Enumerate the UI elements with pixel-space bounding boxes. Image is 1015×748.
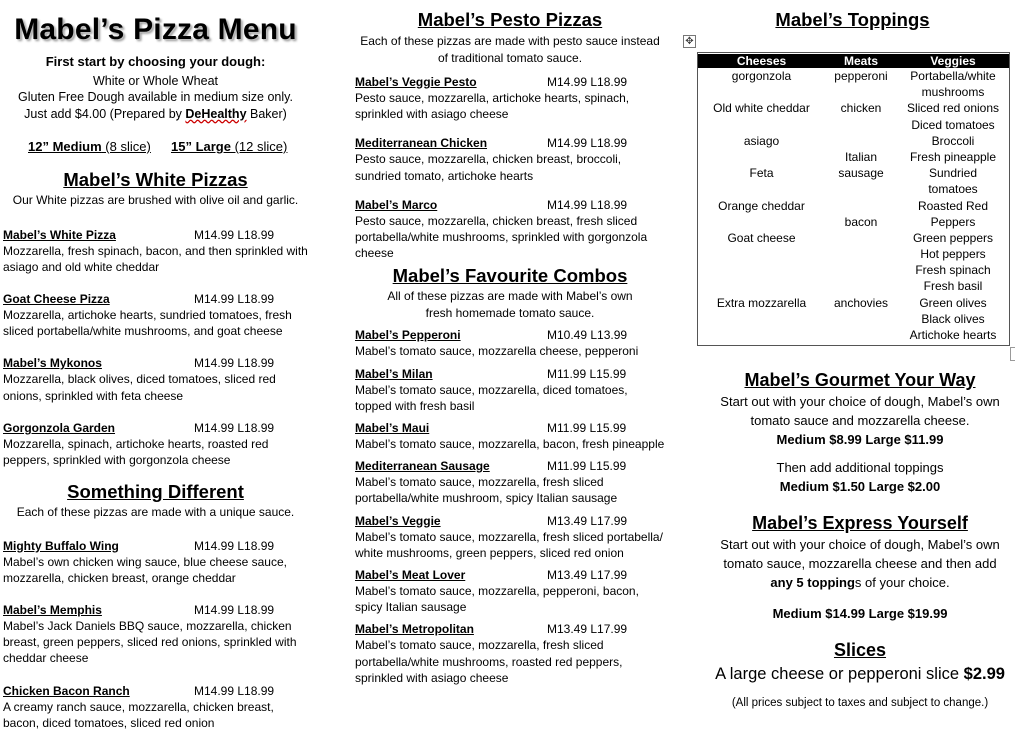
express-line-2: tomato sauce, mozzarella cheese and then add (723, 556, 997, 571)
item-name: Mabel’s Marco (355, 197, 438, 212)
menu-item (3, 538, 308, 586)
topping-meat: bacon (844, 214, 878, 229)
price-disclaimer: (All prices subject to taxes and subject to change.) (731, 697, 989, 709)
topping-meat (825, 133, 897, 149)
item-price: M14.99 L18.99 (194, 227, 275, 242)
gourmet-line-2: tomato sauce and mozzarella cheese. (750, 413, 970, 428)
combos-subtitle: All of these pizzas are made with Mabel’s own fresh homemade tomato sauce. (387, 289, 633, 320)
item-price: M14.99 L18.99 (194, 538, 275, 553)
topping-meat (825, 198, 897, 214)
item-name: Chicken Bacon Ranch (3, 683, 130, 698)
dough-line-3 (3, 106, 308, 123)
express-section (697, 511, 1015, 623)
express-line-3: any 5 toppings of your choice. (770, 575, 950, 590)
menu-title: Mabel’s Pizza Menu (14, 13, 297, 46)
topping-veggie: Fresh pineapple (909, 149, 997, 164)
column-left (3, 0, 308, 731)
table-move-handle-icon[interactable]: ✥ (683, 35, 696, 48)
menu-item (3, 420, 308, 468)
item-price: M11.99 L15.99 (547, 366, 627, 381)
combos-title: Mabel’s Favourite Combos (392, 265, 628, 287)
item-name: Mabel’s Memphis (3, 603, 102, 618)
size-options (3, 139, 308, 155)
topping-meat (825, 181, 897, 197)
item-name: Mabel’s Pepperoni (355, 328, 461, 343)
gourmet-line-3: Then add additional toppings (776, 460, 944, 475)
topping-cheese (698, 181, 825, 197)
topping-cheese: Orange cheddar (718, 198, 805, 213)
item-price: M14.99 L18.99 (194, 291, 275, 306)
topping-meat (825, 117, 897, 133)
item-price: M14.99 L18.99 (547, 197, 628, 212)
dough-line-3-post: Baker) (246, 106, 287, 121)
item-name: Mabel’s Veggie (355, 513, 441, 528)
gourmet-price-1: Medium $8.99 Large $11.99 (776, 432, 944, 447)
item-price: M11.99 L15.99 (547, 459, 627, 474)
header-cheeses: Cheeses (698, 54, 825, 68)
gourmet-price-2: Medium $1.50 Large $2.00 (779, 479, 941, 494)
topping-meat: anchovies (833, 295, 889, 310)
menu-item (355, 420, 665, 452)
dough-line-3-pre: Just add $4.00 (Prepared by (24, 106, 186, 121)
item-description: Pesto sauce, mozzarella, artichoke hearts, spinach, sprinkled with asiago cheese (355, 91, 630, 122)
menu-item (355, 513, 665, 561)
item-description: Mozzarella, fresh spinach, bacon, and then sprinkled with asiago and old white cheddar (3, 243, 308, 274)
veggies-cell (897, 68, 1009, 343)
gourmet-title: Mabel’s Gourmet Your Way (744, 370, 976, 390)
item-description: Mozzarella, artichoke hearts, sundried tomatoes, fresh sliced portabella/white mushrooms, and goat cheese (3, 307, 292, 339)
cheeses-cell (698, 68, 825, 343)
item-price: M13.49 L17.99 (547, 622, 628, 637)
something-different-subtitle: Each of these pizzas are made with a unique sauce. (16, 505, 295, 520)
item-description: Mabel’s tomato sauce, mozzarella cheese, pepperoni (355, 344, 639, 359)
topping-veggie: Diced tomatoes (911, 117, 995, 132)
item-description: Mabel’s Jack Daniels BBQ sauce, mozzarella, chicken breast, green peppers, sliced red onions, sprinkled with cheddar cheese (3, 619, 297, 666)
topping-cheese (698, 117, 825, 133)
item-price: M14.99 L18.99 (194, 603, 275, 618)
item-description: Mabel’s tomato sauce, mozzarella, fresh sliced portabella/white mushroom, spicy Italian sausage (355, 475, 618, 506)
item-name: Mabel’s Veggie Pesto (355, 75, 477, 89)
meats-cell (825, 68, 897, 343)
dough-heading: First start by choosing your dough: (45, 54, 266, 69)
dough-line-1: White or Whole Wheat (92, 73, 219, 88)
topping-cheese (698, 84, 825, 100)
topping-cheese (698, 149, 825, 165)
topping-veggie: tomatoes (928, 182, 978, 197)
menu-item (3, 227, 308, 275)
topping-cheese: Goat cheese (727, 230, 796, 245)
topping-cheese (698, 246, 825, 262)
topping-veggie: Artichoke hearts (909, 328, 997, 342)
topping-meat (825, 84, 897, 100)
item-name: Mabel’s Milan (355, 366, 433, 381)
express-line-1: Start out with your choice of dough, Mabel’s own (720, 537, 1000, 552)
topping-veggie: Fresh basil (923, 279, 983, 294)
topping-cheese (698, 214, 825, 230)
item-price: M13.49 L17.99 (547, 568, 628, 583)
topping-meat (825, 262, 897, 278)
slices-title: Slices (833, 640, 887, 660)
topping-meat: chicken (840, 101, 882, 116)
topping-veggie: Black olives (921, 311, 985, 326)
size-large: 15” Large (12 slice) (171, 139, 288, 154)
topping-veggie: Green olives (919, 295, 987, 310)
topping-meat: pepperoni (834, 69, 888, 83)
item-price: M14.99 L18.99 (194, 683, 275, 698)
white-pizzas-title: Mabel’s White Pizzas (63, 169, 248, 190)
table-resize-handle[interactable] (1010, 347, 1015, 361)
item-name: Gorgonzola Garden (3, 420, 116, 435)
topping-veggie: Peppers (930, 214, 976, 229)
item-description: Mabel’s own chicken wing sauce, blue cheese sauce, mozzarella, chicken breast, orange cheddar (3, 554, 287, 585)
item-price: M11.99 L15.99 (547, 421, 627, 436)
menu-item (355, 197, 665, 262)
baker-brand: DeHealthy (185, 106, 247, 121)
white-pizzas-subtitle: Our White pizzas are brushed with olive oil and garlic. (12, 193, 299, 207)
item-name: Mediterranean Chicken (355, 136, 488, 151)
menu-item (3, 683, 308, 731)
item-price: M14.99 L18.99 (547, 136, 628, 151)
topping-cheese: asiago (743, 133, 780, 148)
toppings-table-frame (697, 52, 1010, 346)
menu-item (3, 291, 308, 339)
menu-item (355, 458, 665, 506)
item-name: Mabel’s Mykonos (3, 356, 102, 371)
item-description: Mabel’s tomato sauce, mozzarella, diced tomatoes, topped with fresh basil (355, 382, 628, 413)
item-price: M10.49 L13.99 (547, 328, 628, 343)
topping-meat (825, 246, 897, 262)
express-title: Mabel’s Express Yourself (752, 513, 968, 533)
item-description: Mozzarella, black olives, diced tomatoes, sliced red onions, sprinkled with feta cheese (3, 372, 276, 403)
menu-item (355, 366, 665, 414)
item-name: Mighty Buffalo Wing (3, 538, 119, 553)
item-description: Mabel’s tomato sauce, mozzarella, fresh sliced portabella/ white mushrooms, green peppers, sliced red onion (355, 529, 663, 560)
topping-cheese: Extra mozzarella (716, 295, 807, 310)
slices-offer: A large cheese or pepperoni slice $2.99 (715, 665, 1005, 683)
item-description: Mozzarella, spinach, artichoke hearts, roasted red peppers, sprinkled with gorgonzola cheese (3, 436, 269, 467)
gourmet-section (697, 368, 1015, 496)
item-price: M14.99 L18.99 (194, 420, 275, 435)
topping-meat: sausage (838, 166, 884, 181)
toppings-table (698, 54, 1009, 343)
topping-cheese: gorgonzola (731, 69, 792, 83)
item-price: M13.49 L17.99 (547, 513, 628, 528)
item-description: Mabel’s tomato sauce, mozzarella, pepperoni, bacon, spicy Italian sausage (355, 584, 639, 615)
header-meats: Meats (825, 54, 897, 68)
item-price: M14.99 L18.99 (547, 75, 628, 89)
menu-item (3, 355, 308, 403)
menu-item (3, 602, 308, 667)
item-name: Mabel’s Maui (355, 421, 430, 436)
menu-item (355, 327, 665, 359)
topping-veggie: Sliced red onions (906, 101, 1000, 116)
topping-meat (825, 278, 897, 294)
item-description: Mabel’s tomato sauce, mozzarella, fresh sliced portabella/white mushrooms, roasted red peppers, sprinkled with asiago cheese (355, 638, 623, 685)
topping-veggie: Sundried (928, 166, 978, 181)
topping-cheese: Old white cheddar (713, 101, 810, 116)
topping-veggie: Hot peppers (920, 247, 986, 262)
topping-cheese: Feta (749, 166, 774, 181)
topping-cheese (698, 262, 825, 278)
column-middle (355, 0, 665, 686)
item-description: Mabel’s tomato sauce, mozzarella, bacon, fresh pineapple (355, 437, 665, 452)
topping-meat (825, 230, 897, 246)
topping-veggie: Roasted Red (917, 198, 989, 213)
topping-veggie: Broccoli (931, 133, 975, 148)
menu-item (355, 74, 665, 122)
pesto-pizzas-subtitle: Each of these pizzas are made with pesto sauce instead of traditional tomato sauce. (360, 34, 660, 65)
size-medium: 12” Medium (8 slice) (28, 139, 151, 154)
header-veggies: Veggies (897, 54, 1009, 68)
topping-veggie: Fresh spinach (915, 263, 991, 278)
topping-veggie: Portabella/white (910, 69, 996, 83)
item-description: Pesto sauce, mozzarella, chicken breast, fresh sliced portabella/white mushrooms, sprinkled with gorgonzola cheese (355, 213, 648, 261)
item-name: Mediterranean Sausage (355, 459, 490, 474)
express-price: Medium $14.99 Large $19.99 (772, 606, 948, 621)
dough-line-2: Gluten Free Dough available in medium size only. (18, 90, 293, 104)
pesto-pizzas-title: Mabel’s Pesto Pizzas (417, 9, 603, 30)
gourmet-line-1: Start out with your choice of dough, Mabel’s own (720, 394, 1000, 409)
menu-item (355, 135, 665, 183)
item-name: Mabel’s Metropolitan (355, 622, 474, 637)
something-different-title: Something Different (67, 481, 244, 503)
item-description: A creamy ranch sauce, mozzarella, chicken breast, bacon, diced tomatoes, sliced red onion (3, 699, 274, 730)
slices-section (697, 638, 1015, 709)
topping-veggie: Green peppers (912, 230, 994, 245)
toppings-title: Mabel’s Toppings (775, 9, 930, 30)
item-name: Mabel’s White Pizza (3, 227, 116, 242)
menu-item (355, 567, 665, 615)
column-right (697, 0, 1015, 709)
item-name: Goat Cheese Pizza (3, 291, 110, 306)
item-description: Pesto sauce, mozzarella, chicken breast, broccoli, sundried tomato, artichoke hearts (355, 152, 622, 183)
item-price: M14.99 L18.99 (194, 356, 275, 371)
topping-meat: Italian (844, 149, 878, 164)
item-name: Mabel’s Meat Lover (355, 568, 466, 583)
menu-item (355, 621, 665, 686)
topping-cheese (698, 278, 825, 294)
topping-veggie: mushrooms (921, 85, 985, 100)
